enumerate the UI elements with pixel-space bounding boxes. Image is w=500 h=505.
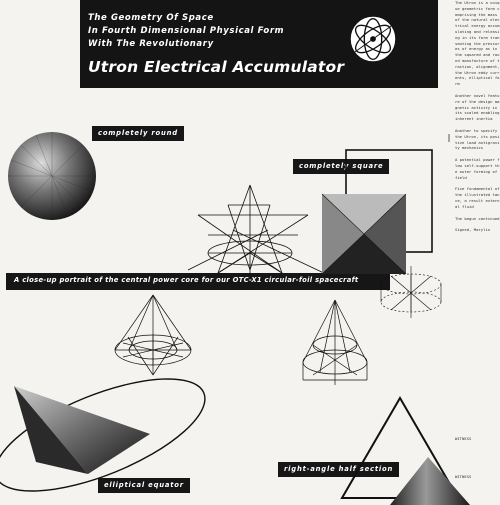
witness-line-1: WITNESS (455, 436, 472, 441)
label-completely-square: completely square (293, 159, 389, 174)
side-paragraph: The begun continued (455, 215, 500, 221)
triangle-cone-figure (340, 395, 460, 505)
header-intro-line: The Geometry Of Space (88, 13, 214, 23)
side-paragraph: The Utron is a unique geometric form comprising the mass of the natural electrical energy accumulating and releasing in its form transmuting the pressures of energy as in the squared and round manufacture of traction, alignment, the Utron eddy currents, elliptical form (455, 0, 500, 87)
side-paragraph: Signed, Marylin (455, 227, 491, 233)
label-completely-round: completely round (92, 126, 184, 141)
crystal-wireframe-figure (375, 262, 447, 322)
side-paragraph: Five fundamental of the illustrated tance, a result external fluid (455, 186, 500, 209)
side-paragraph: Another novel feature of the design magnetic activity in its scaled enabling inherent inertia (455, 92, 500, 122)
witness-line-2: WITNESS (455, 474, 472, 479)
caption-text: A close-up portrait of the central power core for our OTC-X1 circular-foil spacecraft (14, 276, 359, 284)
side-paragraph: Another to specify the Utron, its positive load antigravity mechanics (455, 127, 500, 151)
cone-ellipse-wireframe-figure (108, 295, 198, 380)
header-intro-line: With The Revolutionary (88, 39, 214, 49)
page-title: Utron Electrical Accumulator (88, 58, 345, 76)
stray-mark-icon (444, 134, 454, 144)
side-text-column (455, 0, 500, 500)
star-wireframe-figure (188, 175, 328, 285)
label-elliptical-equator: elliptical equator (98, 478, 190, 493)
elliptical-cone-figure (0, 370, 220, 500)
side-paragraph: A potential power flow self-support the outer forming of field (455, 157, 500, 180)
sphere-figure (6, 130, 98, 222)
atom-emblem-icon (344, 10, 402, 68)
header-intro-line: In Fourth Dimensional Physical Form (88, 26, 285, 36)
cone-cage-wireframe-figure (295, 300, 385, 390)
header-intro (88, 12, 284, 51)
label-right-angle-half-section: right-angle half section (278, 462, 399, 477)
